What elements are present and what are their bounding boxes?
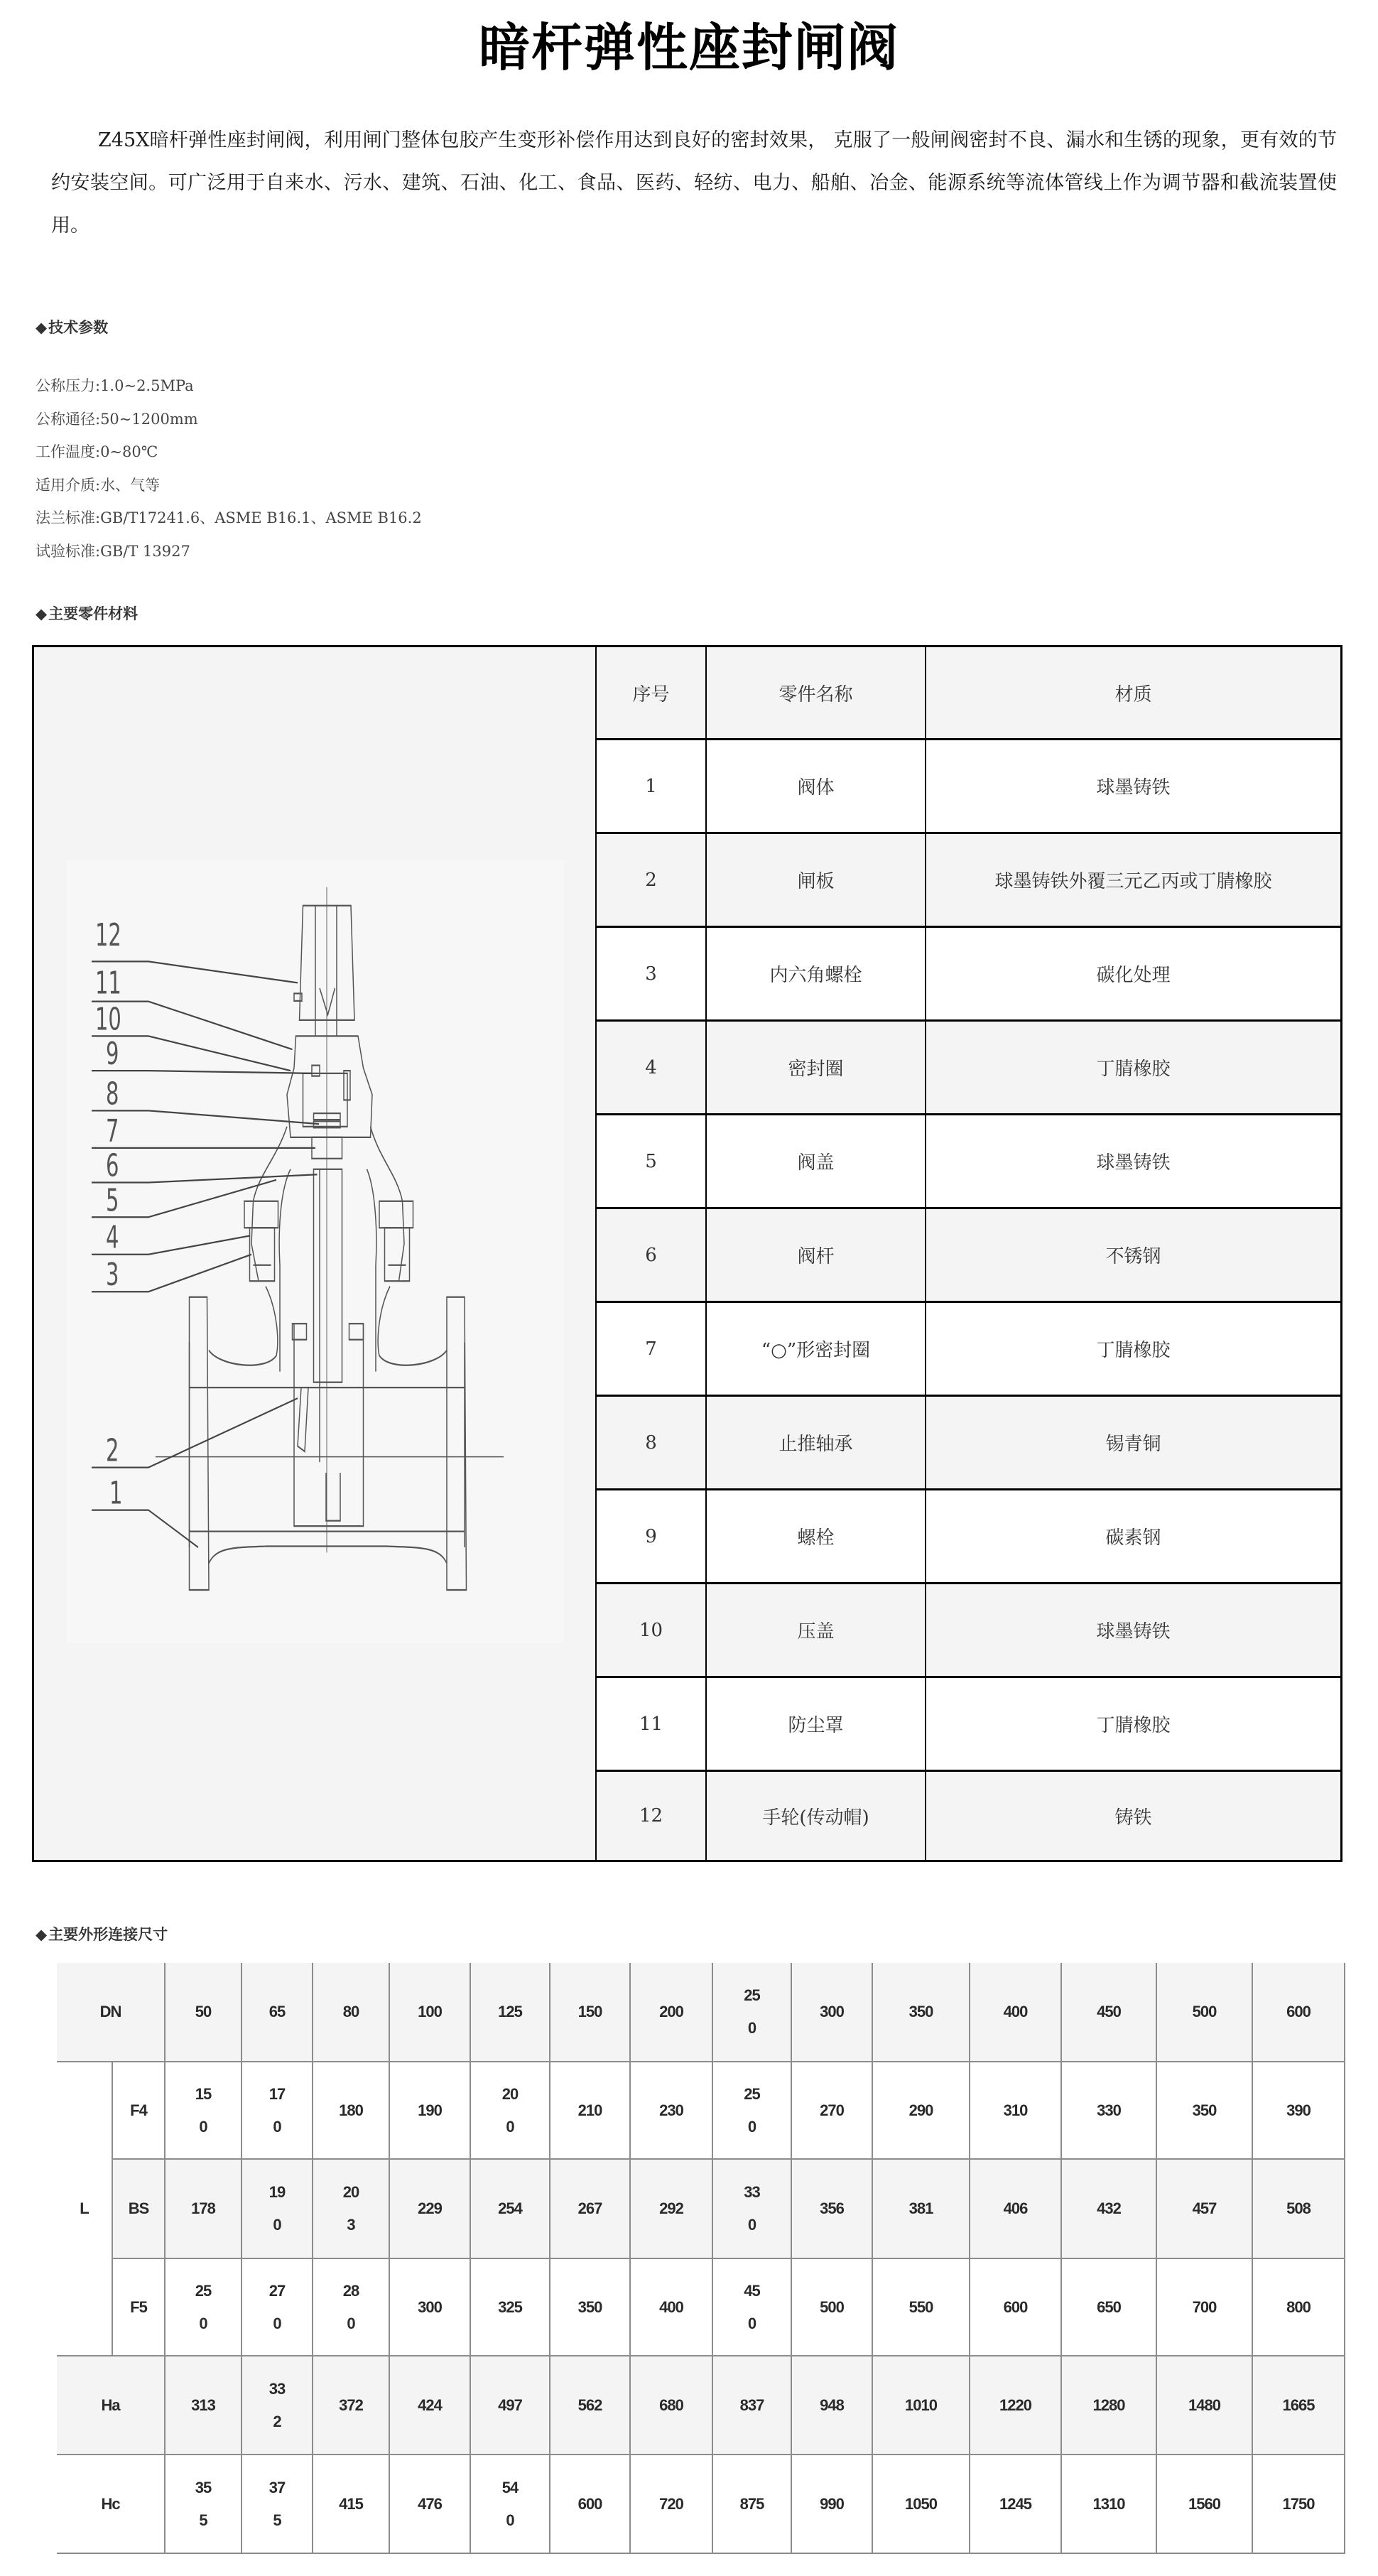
dim-cell: 356	[792, 2160, 873, 2259]
cell-seq: 10	[597, 1584, 707, 1676]
dim-cell: 497	[471, 2356, 550, 2455]
parts-header-row	[597, 647, 1340, 740]
dim-cell: 375	[242, 2455, 313, 2554]
l-label-cell: L	[57, 2062, 113, 2356]
dim-cell: 325	[471, 2259, 550, 2356]
dim-cell: 229	[390, 2160, 471, 2259]
table-row	[597, 834, 1340, 928]
dim-cell: 1750	[1253, 2455, 1345, 2554]
cell-seq: 4	[597, 1022, 707, 1113]
callout-2: 2	[106, 1432, 119, 1469]
table-row	[597, 1022, 1340, 1115]
dn-header-cell: 250	[713, 1963, 792, 2062]
callout-11: 11	[95, 965, 121, 1002]
dim-cell: 720	[631, 2455, 713, 2554]
callout-7: 7	[106, 1113, 119, 1149]
table-row	[597, 928, 1340, 1022]
dn-header-cell: 450	[1062, 1963, 1157, 2062]
dn-header-cell: 300	[792, 1963, 873, 2062]
cell-material: 不锈钢	[1105, 1246, 1161, 1267]
table-row	[597, 1490, 1340, 1584]
valve-cross-section-drawing	[67, 860, 564, 1643]
section-heading-parts	[36, 603, 138, 624]
cell-part-name: 闸板	[707, 834, 926, 926]
cell-material: 球墨铸铁外覆三元乙丙或丁腈橡胶	[994, 871, 1272, 892]
dim-cell: 300	[390, 2259, 471, 2356]
dim-cell: 800	[1253, 2259, 1345, 2356]
callout-12: 12	[95, 916, 121, 953]
sub-label-f4: F4	[113, 2062, 166, 2160]
table-row	[597, 1678, 1340, 1772]
dim-cell: 476	[390, 2455, 471, 2554]
sub-label-bs: BS	[113, 2160, 166, 2259]
dim-cell: 680	[631, 2356, 713, 2455]
dim-cell: 170	[242, 2062, 313, 2160]
callout-6: 6	[106, 1147, 119, 1184]
section-heading-label: 主要外形连接尺寸	[48, 1925, 168, 1943]
dim-cell: 210	[550, 2062, 631, 2160]
dim-cell: 270	[792, 2062, 873, 2160]
table-row	[597, 1772, 1340, 1860]
dim-cell: 190	[242, 2160, 313, 2259]
dim-cell: 390	[1253, 2062, 1345, 2160]
dim-cell: 1280	[1062, 2356, 1157, 2455]
dim-cell: 990	[792, 2455, 873, 2554]
cell-part-name: 螺栓	[707, 1490, 926, 1582]
param-temperature: 工作温度:0~80℃	[36, 443, 158, 460]
dim-cell: 1050	[873, 2455, 970, 2554]
dim-cell: 200	[471, 2062, 550, 2160]
dim-cell: 1560	[1157, 2455, 1253, 2554]
dn-header-cell: 125	[471, 1963, 550, 2062]
dim-cell: 1310	[1062, 2455, 1157, 2554]
dim-cell: 250	[713, 2062, 792, 2160]
cell-seq: 8	[597, 1397, 707, 1488]
dim-cell: 381	[873, 2160, 970, 2259]
dim-cell: 350	[1157, 2062, 1253, 2160]
header-part-name: 零件名称	[707, 647, 926, 738]
dim-cell: 330	[1062, 2062, 1157, 2160]
dim-cell: 457	[1157, 2160, 1253, 2259]
page-title: 暗杆弹性座封闸阀	[478, 17, 899, 77]
header-material: 材质	[1114, 683, 1152, 705]
cell-part-name: 阀体	[707, 740, 926, 832]
intro-paragraph: Z45X暗杆弹性座封闸阀，利用闸门整体包胶产生变形补偿作用达到良好的密封效果， 克服了一般闸阀密封不良、漏水和生锈的现象，更有效的节约安装空间。可广泛用于自来水、污水、建筑、石油、化工、食品、医药、轻纺、电力、船舶、冶金、能源系统等流体管线上作为调节器和截流装置使用。	[51, 129, 1337, 237]
callout-5: 5	[106, 1182, 119, 1218]
dim-cell: 406	[970, 2160, 1062, 2259]
dim-cell: 500	[792, 2259, 873, 2356]
dn-header-cell: 65	[242, 1963, 313, 2062]
header-seq: 序号	[597, 647, 707, 738]
section-heading-label: 主要零件材料	[48, 605, 139, 622]
cell-material: 碳化处理	[1096, 965, 1171, 986]
param-test-standard: 试验标准:GB/T 13927	[36, 542, 190, 560]
cell-part-name: 止推轴承	[707, 1397, 926, 1488]
dn-header-cell: 350	[873, 1963, 970, 2062]
dim-cell: 875	[713, 2455, 792, 2554]
dim-cell: 508	[1253, 2160, 1345, 2259]
cell-material: 锡青铜	[1105, 1434, 1161, 1455]
dim-cell: 837	[713, 2356, 792, 2455]
dim-cell: 650	[1062, 2259, 1157, 2356]
dim-cell: 540	[471, 2455, 550, 2554]
cell-part-name: “○”形密封圈	[707, 1303, 926, 1395]
callout-3: 3	[106, 1257, 119, 1293]
cell-material: 球墨铸铁	[1096, 777, 1171, 799]
diamond-bullet-icon: ◆	[36, 1925, 48, 1943]
callout-1: 1	[109, 1475, 123, 1512]
cell-material: 丁腈橡胶	[1096, 1340, 1171, 1361]
dim-cell: 290	[873, 2062, 970, 2160]
dim-cell: 313	[166, 2356, 242, 2455]
cell-seq: 3	[597, 928, 707, 1019]
dim-cell: 562	[550, 2356, 631, 2455]
diamond-bullet-icon: ◆	[36, 318, 48, 336]
dn-label-cell: DN	[57, 1963, 166, 2062]
valve-drawing-cell	[34, 647, 597, 1860]
param-medium: 适用介质:水、气等	[36, 476, 161, 494]
dim-cell: 180	[313, 2062, 390, 2160]
dim-cell: 310	[970, 2062, 1062, 2160]
dn-header-cell: 100	[390, 1963, 471, 2062]
sub-label-f5: F5	[113, 2259, 166, 2356]
dim-cell: 254	[471, 2160, 550, 2259]
dim-cell: 424	[390, 2356, 471, 2455]
dn-header-cell: 50	[166, 1963, 242, 2062]
table-row	[597, 1584, 1340, 1678]
dim-cell: 1480	[1157, 2356, 1253, 2455]
cell-material: 丁腈橡胶	[1096, 1715, 1171, 1736]
section-heading-tech	[36, 317, 108, 338]
gate-valve-diagram-icon	[67, 860, 564, 1643]
dim-cell: 948	[792, 2356, 873, 2455]
cell-seq: 6	[597, 1209, 707, 1301]
dim-cell: 400	[631, 2259, 713, 2356]
dn-header-cell: 150	[550, 1963, 631, 2062]
dim-cell: 292	[631, 2160, 713, 2259]
cell-material: 铸铁	[1114, 1807, 1152, 1829]
dim-cell: 700	[1157, 2259, 1253, 2356]
dn-header-cell: 200	[631, 1963, 713, 2062]
cell-part-name: 阀盖	[707, 1115, 926, 1207]
dim-cell: 1220	[970, 2356, 1062, 2455]
cell-seq: 1	[597, 740, 707, 832]
cell-seq: 2	[597, 834, 707, 926]
cell-seq: 11	[597, 1678, 707, 1770]
table-row	[597, 1209, 1340, 1303]
cell-seq: 9	[597, 1490, 707, 1582]
cell-seq: 7	[597, 1303, 707, 1395]
dim-cell: 332	[242, 2356, 313, 2455]
section-heading-label: 技术参数	[48, 318, 109, 336]
cell-part-name: 防尘罩	[707, 1678, 926, 1770]
dim-cell: 230	[631, 2062, 713, 2160]
cell-material: 碳素钢	[1105, 1527, 1161, 1549]
dim-cell: 450	[713, 2259, 792, 2356]
cell-part-name: 阀杆	[707, 1209, 926, 1301]
table-row	[597, 1397, 1340, 1490]
parts-table	[32, 645, 1342, 1862]
cell-material: 丁腈橡胶	[1096, 1059, 1171, 1080]
cell-seq: 12	[597, 1772, 707, 1860]
dim-cell: 600	[550, 2455, 631, 2554]
table-row	[597, 740, 1340, 834]
param-flange-standard: 法兰标准:GB/T17241.6、ASME B16.1、ASME B16.2	[36, 509, 422, 526]
table-row	[597, 1115, 1340, 1209]
dimensions-table	[57, 1963, 1345, 2554]
param-pressure: 公称压力:1.0~2.5MPa	[36, 377, 194, 394]
dn-header-cell: 500	[1157, 1963, 1253, 2062]
dim-cell: 203	[313, 2160, 390, 2259]
dim-cell: 600	[970, 2259, 1062, 2356]
callout-10: 10	[95, 1001, 121, 1037]
dim-cell: 350	[550, 2259, 631, 2356]
dim-cell: 270	[242, 2259, 313, 2356]
dim-cell: 150	[166, 2062, 242, 2160]
dim-cell: 267	[550, 2160, 631, 2259]
dim-cell: 355	[166, 2455, 242, 2554]
dim-cell: 432	[1062, 2160, 1157, 2259]
dim-cell: 190	[390, 2062, 471, 2160]
ha-label-cell: Ha	[57, 2356, 166, 2455]
dn-header-cell: 80	[313, 1963, 390, 2062]
dim-cell: 250	[166, 2259, 242, 2356]
callout-4: 4	[106, 1219, 119, 1256]
cell-part-name: 密封圈	[707, 1022, 926, 1113]
param-diameter: 公称通径:50~1200mm	[36, 410, 198, 428]
cell-material: 球墨铸铁	[1096, 1621, 1171, 1643]
dim-cell: 178	[166, 2160, 242, 2259]
dim-cell: 1665	[1253, 2356, 1345, 2455]
cell-part-name: 压盖	[707, 1584, 926, 1676]
diamond-bullet-icon: ◆	[36, 605, 48, 622]
parts-grid	[597, 647, 1340, 1860]
dim-cell: 1010	[873, 2356, 970, 2455]
section-heading-dims	[36, 1924, 168, 1945]
dim-cell: 1245	[970, 2455, 1062, 2554]
table-row	[597, 1303, 1340, 1397]
dn-header-cell: 400	[970, 1963, 1062, 2062]
cell-seq: 5	[597, 1115, 707, 1207]
dim-cell: 550	[873, 2259, 970, 2356]
callout-9: 9	[106, 1036, 119, 1072]
dim-cell: 415	[313, 2455, 390, 2554]
dim-cell: 372	[313, 2356, 390, 2455]
hc-label-cell: Hc	[57, 2455, 166, 2554]
dn-header-cell: 600	[1253, 1963, 1345, 2062]
cell-part-name: 手轮(传动帽)	[707, 1772, 926, 1860]
dim-cell: 280	[313, 2259, 390, 2356]
callout-8: 8	[106, 1076, 119, 1112]
cell-part-name: 内六角螺栓	[707, 928, 926, 1019]
cell-material: 球墨铸铁	[1096, 1152, 1171, 1174]
tech-params-list	[36, 369, 422, 568]
dim-cell: 330	[713, 2160, 792, 2259]
